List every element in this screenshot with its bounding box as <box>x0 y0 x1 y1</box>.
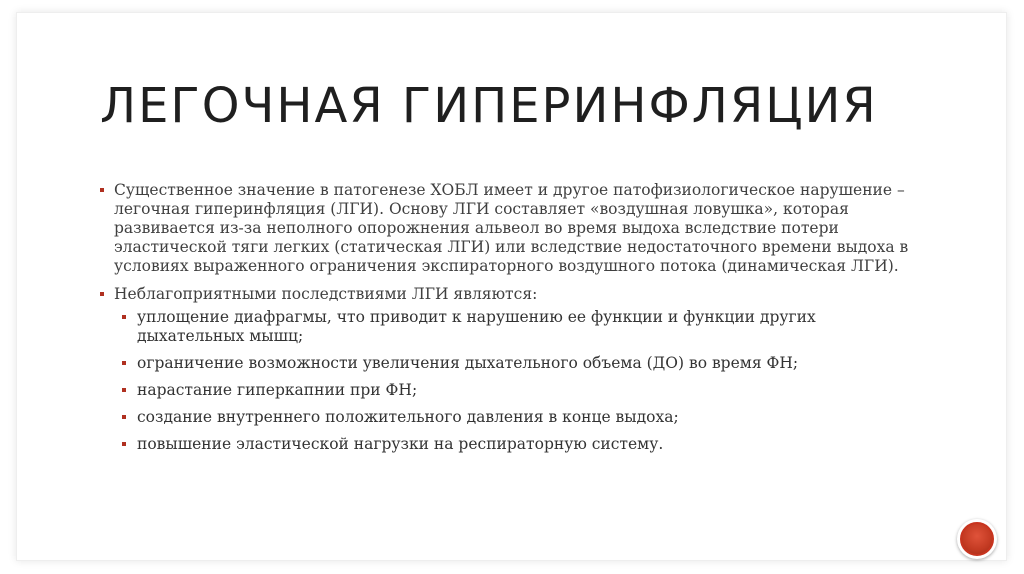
bullet-text: Существенное значение в патогенезе ХОБЛ имеет и другое патофизиологическое нарушение – легочная гиперинфляция (ЛГИ). Основу ЛГИ составляет «воздушная ловушка», которая развивается из-за неполного опорожнения альвеол во время выдоха вследствие потери эластической тяги легких (статическая ЛГИ) или вследствие недостаточного времени выдоха в условиях выраженного ограничения экспираторного воздушного потока (динамическая ЛГИ). <box>114 181 909 275</box>
square-bullet-icon <box>122 388 126 392</box>
sub-list-item <box>114 435 920 454</box>
sub-bullet-list <box>114 308 920 454</box>
sub-bullet-text: уплощение диафрагмы, что приводит к нарушению ее функции и функции других дыхательных мышц; <box>137 308 816 345</box>
slide-title: ЛЕГОЧНАЯ ГИПЕРИНФЛЯЦИЯ <box>100 78 878 134</box>
sub-bullet-text: ограничение возможности увеличения дыхательного объема (ДО) во время ФН; <box>137 354 799 372</box>
sub-list-item <box>114 381 920 400</box>
sub-list-item <box>114 408 920 427</box>
sub-bullet-text: повышение эластической нагрузки на респираторную систему. <box>137 435 664 453</box>
square-bullet-icon <box>122 415 126 419</box>
square-bullet-icon <box>122 315 126 319</box>
sub-bullet-text: нарастание гиперкапнии при ФН; <box>137 381 418 399</box>
list-item <box>100 181 920 276</box>
sub-list-item <box>114 354 920 373</box>
bullet-text: Неблагоприятными последствиями ЛГИ являются: <box>114 285 538 303</box>
square-bullet-icon <box>100 292 104 296</box>
sub-bullet-text: создание внутреннего положительного давления в конце выдоха; <box>137 408 679 426</box>
sub-list-item <box>114 308 920 346</box>
square-bullet-icon <box>100 188 104 192</box>
red-circle-icon <box>960 522 994 556</box>
slide-content <box>100 181 920 463</box>
list-item <box>100 285 920 454</box>
bullet-list <box>100 181 920 454</box>
square-bullet-icon <box>122 361 126 365</box>
square-bullet-icon <box>122 442 126 446</box>
slide-number-badge <box>957 519 997 559</box>
